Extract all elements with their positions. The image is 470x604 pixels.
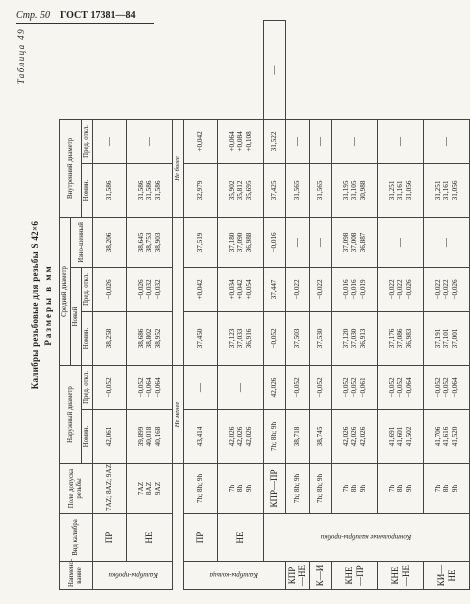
tolerance-field: [217, 464, 263, 514]
middle-deviation: [127, 267, 173, 311]
middle-nominal-value: 38,258: [105, 328, 114, 349]
inner-nominal-value: 31,161: [442, 180, 451, 201]
gauge-type: КНЕ—ПР: [332, 562, 378, 590]
outer-nominal: [183, 410, 217, 464]
outer-deviation-value: −0,052: [293, 377, 302, 398]
middle-nominal-value: 37,001: [450, 328, 459, 349]
middle-deviation-value: −0,016: [350, 279, 359, 300]
middle-worn-value: 38,645: [136, 232, 145, 253]
inner-nominal: [310, 163, 332, 217]
tolerance-field: [310, 464, 332, 514]
outer-nominal: [378, 410, 424, 464]
inner-nominal-value: 31,195: [341, 180, 350, 201]
tolerance-value: 9h: [244, 484, 253, 493]
middle-nominal: [93, 311, 127, 365]
inner-nominal-value: 31,056: [450, 180, 459, 201]
outer-deviation-value: −0,052: [105, 377, 114, 398]
tolerance-field: [93, 464, 127, 514]
outer-nominal-value: 41,691: [387, 426, 396, 447]
tolerance-field: [285, 464, 309, 514]
inner-deviation: [263, 21, 285, 120]
inner-deviation: [127, 119, 173, 163]
tolerance-value: 9h: [450, 484, 459, 493]
outer-nominal-value: 42,026: [270, 377, 279, 398]
col-new: Новый: [71, 267, 82, 365]
middle-worn: [332, 217, 378, 267]
outer-nominal-value: 41,706: [433, 426, 442, 447]
inner-nominal-value: 30,988: [358, 180, 367, 201]
inner-nominal-value: 35,902: [227, 180, 236, 201]
middle-worn-value: 37,008: [350, 232, 359, 253]
gauges-table: [59, 20, 470, 590]
middle-nominal-value: 37,176: [387, 328, 396, 349]
inner-deviation-value: +0,042: [196, 131, 205, 152]
middle-deviation: [424, 267, 470, 311]
middle-worn-value: 37,425: [270, 180, 279, 201]
middle-deviation-value: −0,026: [404, 279, 413, 300]
middle-deviation-value: +0,034: [227, 279, 236, 300]
outer-deviation: [217, 365, 263, 409]
middle-nominal-value: 37,191: [433, 328, 442, 349]
outer-nominal-value: 42,026: [244, 426, 253, 447]
inner-deviation-value: —: [269, 65, 279, 75]
outer-deviation: [285, 365, 309, 409]
middle-worn-value: 38,753: [145, 232, 154, 253]
section-ring: Калибры-кольца: [183, 562, 285, 590]
tolerance-field: [424, 464, 470, 514]
middle-worn-value: —: [315, 237, 326, 247]
inner-nominal-value: 31,105: [350, 180, 359, 201]
inner-deviation-value: —: [441, 136, 452, 146]
middle-deviation-value: −0,022: [293, 279, 302, 300]
middle-nominal-value: 38,686: [136, 328, 145, 349]
col-gauge-type: Вид калибра: [60, 514, 93, 562]
ne-bolee-label: Не более: [173, 119, 184, 217]
outer-deviation-value: −0,052: [396, 377, 405, 398]
inner-nominal-value: 31,251: [433, 180, 442, 201]
inner-nominal: [127, 163, 173, 217]
middle-nominal: [424, 311, 470, 365]
inner-nominal-value: 31,056: [404, 180, 413, 201]
inner-nominal-value: 31,161: [396, 180, 405, 201]
outer-nominal-value: 41,616: [442, 426, 451, 447]
middle-nominal: [127, 311, 173, 365]
inner-deviation-value: —: [395, 136, 406, 146]
inner-nominal-value: 31,586: [105, 180, 114, 201]
tolerance-field: [263, 410, 285, 464]
gauge-type: ПР: [93, 514, 127, 562]
middle-nominal-value: 37,086: [396, 328, 405, 349]
outer-deviation-value: −0,061: [358, 377, 367, 398]
tolerance-value: 7h: [341, 484, 350, 493]
middle-deviation-value: −0,022: [396, 279, 405, 300]
inner-nominal: [285, 163, 309, 217]
middle-worn: [217, 217, 263, 267]
col-middle-nominal: Номин.: [82, 311, 93, 365]
inner-nominal: [93, 163, 127, 217]
gauge-type: КИ—НЕ: [424, 562, 470, 590]
outer-deviation-value: −0,064: [153, 377, 162, 398]
inner-deviation: [93, 119, 127, 163]
tolerance-value: 9AZ: [153, 481, 162, 496]
middle-worn: [285, 217, 309, 267]
outer-deviation-value: −0,052: [387, 377, 396, 398]
inner-nominal: [424, 163, 470, 217]
inner-deviation-value: —: [349, 136, 360, 146]
outer-nominal-value: 38,718: [293, 426, 302, 447]
section-control: Контрольные калибры-пробки: [263, 514, 469, 562]
outer-nominal: [310, 410, 332, 464]
middle-deviation: [378, 267, 424, 311]
middle-worn-value: 37,090: [236, 232, 245, 253]
label-spacer: [173, 464, 184, 590]
inner-deviation: [310, 119, 332, 163]
tolerance-value: 7h; 8h; 9h: [270, 421, 279, 452]
middle-deviation-value: −0,022: [316, 279, 325, 300]
middle-nominal: [310, 311, 332, 365]
tolerance-value: 9h: [404, 484, 413, 493]
inner-deviation: [378, 119, 424, 163]
tolerance-value: 7h: [387, 484, 396, 493]
tolerance-value: 8h: [236, 484, 245, 493]
outer-deviation-value: −0,052: [442, 377, 451, 398]
tolerance-value: 7AZ: [136, 481, 145, 496]
outer-deviation-value: −0,052: [270, 328, 279, 349]
gauge-type: ПР: [183, 514, 217, 562]
middle-nominal: [183, 311, 217, 365]
inner-nominal: [263, 119, 285, 163]
outer-deviation: [127, 365, 173, 409]
middle-worn-value: 36,887: [358, 232, 367, 253]
middle-deviation-value: −0,016: [341, 279, 350, 300]
middle-nominal-value: 37,120: [341, 328, 350, 349]
middle-deviation: [263, 217, 285, 267]
inner-nominal: [217, 163, 263, 217]
inner-nominal-value: 35,695: [244, 180, 253, 201]
middle-deviation-value: −0,026: [450, 279, 459, 300]
col-inner-diameter: Внутренний диаметр: [60, 119, 82, 217]
middle-deviation-value: −0,019: [358, 279, 367, 300]
inner-deviation: [285, 119, 309, 163]
inner-nominal-value: 31,251: [387, 180, 396, 201]
outer-nominal-value: 42,026: [227, 426, 236, 447]
table-body: [93, 21, 470, 590]
middle-nominal-value: 37,503: [293, 328, 302, 349]
outer-nominal-value: 42,026: [236, 426, 245, 447]
outer-nominal-value: 41,502: [404, 426, 413, 447]
middle-nominal: [217, 311, 263, 365]
middle-deviation: [183, 267, 217, 311]
middle-nominal-value: 38,802: [145, 328, 154, 349]
outer-deviation: [263, 311, 285, 365]
outer-nominal-value: 40,168: [153, 426, 162, 447]
tolerance-value: 7h; 8h; 9h: [316, 473, 325, 504]
table-row: [263, 21, 285, 590]
outer-deviation: [424, 365, 470, 409]
inner-deviation: [424, 119, 470, 163]
middle-nominal-value: 37,123: [227, 328, 236, 349]
inner-nominal-value: 32,979: [196, 180, 205, 201]
outer-deviation: [310, 365, 332, 409]
gauge-type: КНЕ—НЕ: [378, 562, 424, 590]
outer-nominal: [217, 410, 263, 464]
section-plug: Калибры-пробки: [93, 562, 173, 590]
middle-deviation: [217, 267, 263, 311]
inner-deviation-value: —: [104, 136, 115, 146]
outer-deviation: [332, 365, 378, 409]
middle-worn-value: —: [292, 237, 303, 247]
inner-nominal-value: 35,812: [236, 180, 245, 201]
col-tolerance-field: Поле допуска резьбы: [60, 464, 93, 514]
middle-worn: [93, 217, 127, 267]
middle-worn: [424, 217, 470, 267]
middle-nominal: [332, 311, 378, 365]
outer-nominal: [424, 410, 470, 464]
outer-deviation: [378, 365, 424, 409]
tolerance-value: 8AZ: [145, 481, 154, 496]
inner-nominal-value: 31,522: [270, 131, 279, 152]
table-row: [93, 21, 127, 590]
inner-nominal: [378, 163, 424, 217]
outer-deviation: [183, 365, 217, 409]
page-number: Стр. 50: [16, 10, 51, 21]
table-row: [332, 21, 378, 590]
col-outer-diameter: Наружный диаметр: [60, 365, 82, 463]
outer-deviation-value: —: [235, 383, 245, 392]
outer-nominal-value: 42,026: [350, 426, 359, 447]
outer-deviation-value: −0,052: [136, 377, 145, 398]
outer-deviation-value: −0,064: [450, 377, 459, 398]
middle-deviation-value: +0,042: [196, 279, 205, 300]
middle-deviation-value: +0,054: [244, 279, 253, 300]
middle-deviation-value: −0,022: [442, 279, 451, 300]
table-subtitle: Размеры в мм: [43, 264, 53, 346]
table-row: [424, 21, 470, 590]
middle-worn: [378, 217, 424, 267]
middle-worn: [263, 163, 285, 217]
inner-nominal-value: 31,586: [136, 180, 145, 201]
outer-deviation-value: −0,052: [316, 377, 325, 398]
middle-deviation-value: +0,042: [236, 279, 245, 300]
col-worn: Изно-шенный: [71, 217, 93, 267]
outer-deviation: [93, 365, 127, 409]
outer-nominal-value: 39,899: [136, 426, 145, 447]
inner-deviation: [332, 119, 378, 163]
middle-deviation: [285, 267, 309, 311]
gauge-type: КПР—ПР: [263, 464, 285, 514]
outer-nominal: [263, 365, 285, 409]
outer-nominal-value: 40,018: [145, 426, 154, 447]
tolerance-value: 8h: [350, 484, 359, 493]
middle-worn: [127, 217, 173, 267]
outer-nominal: [285, 410, 309, 464]
outer-nominal-value: 41,520: [450, 426, 459, 447]
tolerance-value: 9h: [358, 484, 367, 493]
outer-nominal: [93, 410, 127, 464]
inner-deviation-value: —: [144, 136, 155, 146]
tolerance-value: 7h: [433, 484, 442, 493]
inner-deviation: [217, 119, 263, 163]
col-inner-deviation: Пред. откл.: [82, 119, 93, 163]
middle-nominal-value: 38,952: [153, 328, 162, 349]
tolerance-field: [332, 464, 378, 514]
middle-deviation-value: −0,016: [270, 232, 279, 253]
outer-nominal-value: 42,061: [105, 426, 114, 447]
col-middle-deviation: Пред. откл.: [82, 267, 93, 311]
gauge-type: НЕ: [217, 514, 263, 562]
middle-nominal: [378, 311, 424, 365]
standard-code: ГОСТ 17381—84: [60, 10, 136, 21]
table-title: Калибры резьбовые для резьбы S 42×6: [30, 220, 40, 390]
middle-worn-value: 38,903: [153, 232, 162, 253]
outer-deviation-value: −0,052: [341, 377, 350, 398]
label-spacer: [173, 217, 184, 365]
outer-nominal: [332, 410, 378, 464]
middle-worn-value: —: [441, 237, 452, 247]
ne-menee-label: Не менее: [173, 365, 184, 463]
middle-deviation: [310, 267, 332, 311]
outer-nominal-value: 42,026: [341, 426, 350, 447]
inner-nominal-value: 31,586: [153, 180, 162, 201]
middle-nominal-value: 36,913: [358, 328, 367, 349]
col-outer-nominal: Номин.: [82, 410, 93, 464]
tolerance-value: 7h; 8h; 9h: [293, 473, 302, 504]
middle-nominal-value: 37,450: [196, 328, 205, 349]
inner-deviation-value: —: [292, 136, 303, 146]
middle-deviation-value: −0,032: [145, 279, 154, 300]
inner-nominal-value: 31,565: [316, 180, 325, 201]
tolerance-value: 7AZ; 8AZ; 9AZ: [105, 463, 114, 511]
outer-deviation-value: −0,064: [145, 377, 154, 398]
tolerance-value: 7h; 8h; 9h: [196, 473, 205, 504]
middle-worn-value: 38,206: [105, 232, 114, 253]
inner-nominal: [183, 163, 217, 217]
table-row: [183, 21, 217, 590]
outer-deviation-value: −0,052: [350, 377, 359, 398]
label-row: [173, 21, 184, 590]
inner-deviation-value: +0,108: [244, 131, 253, 152]
middle-nominal-value: 37,030: [350, 328, 359, 349]
tolerance-field: [183, 464, 217, 514]
inner-deviation-value: +0,084: [236, 131, 245, 152]
middle-worn-value: —: [395, 237, 406, 247]
middle-nominal-value: 37,101: [442, 328, 451, 349]
middle-deviation: [93, 267, 127, 311]
col-designation: Наимено-вание: [60, 562, 93, 590]
outer-nominal: [127, 410, 173, 464]
middle-nominal: [263, 267, 285, 311]
table-row: [310, 21, 332, 590]
middle-worn-value: 37,180: [227, 232, 236, 253]
outer-deviation-value: —: [195, 383, 205, 392]
middle-deviation-value: −0,032: [153, 279, 162, 300]
outer-nominal-value: 43,414: [196, 426, 205, 447]
middle-deviation: [332, 267, 378, 311]
col-middle-diameter: Средний диаметр: [60, 217, 71, 365]
middle-deviation-value: −0,026: [136, 279, 145, 300]
middle-nominal-value: 37,447: [270, 279, 279, 300]
middle-nominal-value: 37,530: [316, 328, 325, 349]
table-row: [378, 21, 424, 590]
middle-worn-value: 37,519: [196, 232, 205, 253]
gauge-type: КПР—НЕ: [285, 562, 309, 590]
table-number: Таблица 49: [16, 28, 26, 85]
inner-nominal: [332, 163, 378, 217]
middle-nominal-value: 36,916: [244, 328, 253, 349]
outer-deviation-value: −0,064: [404, 377, 413, 398]
middle-nominal-value: 37,033: [236, 328, 245, 349]
middle-deviation-value: −0,022: [433, 279, 442, 300]
tolerance-value: 8h: [396, 484, 405, 493]
col-outer-deviation: Пред. откл.: [82, 365, 93, 409]
gauge-type: К—И: [310, 562, 332, 590]
inner-deviation-value: —: [315, 136, 326, 146]
inner-nominal-value: 31,565: [293, 180, 302, 201]
gauge-type: НЕ: [127, 514, 173, 562]
tolerance-field: [378, 464, 424, 514]
outer-nominal-value: 42,026: [358, 426, 367, 447]
col-inner-nominal: Номин.: [82, 163, 93, 217]
table-row: [285, 21, 309, 590]
table-row: [127, 21, 173, 590]
middle-nominal: [285, 311, 309, 365]
tolerance-value: 7h: [227, 484, 236, 493]
middle-deviation-value: −0,022: [387, 279, 396, 300]
middle-worn-value: 36,988: [244, 232, 253, 253]
outer-nominal-value: 38,745: [316, 426, 325, 447]
tolerance-field: [127, 464, 173, 514]
middle-nominal-value: 36,983: [404, 328, 413, 349]
tolerance-value: 8h: [442, 484, 451, 493]
outer-deviation-value: −0,052: [433, 377, 442, 398]
outer-nominal-value: 41,601: [396, 426, 405, 447]
rotated-table-block: [16, 20, 459, 590]
inner-deviation: [183, 119, 217, 163]
inner-nominal-value: 31,586: [145, 180, 154, 201]
middle-deviation-value: −0,026: [105, 279, 114, 300]
inner-deviation-value: +0,064: [227, 131, 236, 152]
middle-worn: [183, 217, 217, 267]
middle-worn-value: 37,098: [341, 232, 350, 253]
middle-worn: [310, 217, 332, 267]
table-row: [217, 21, 263, 590]
